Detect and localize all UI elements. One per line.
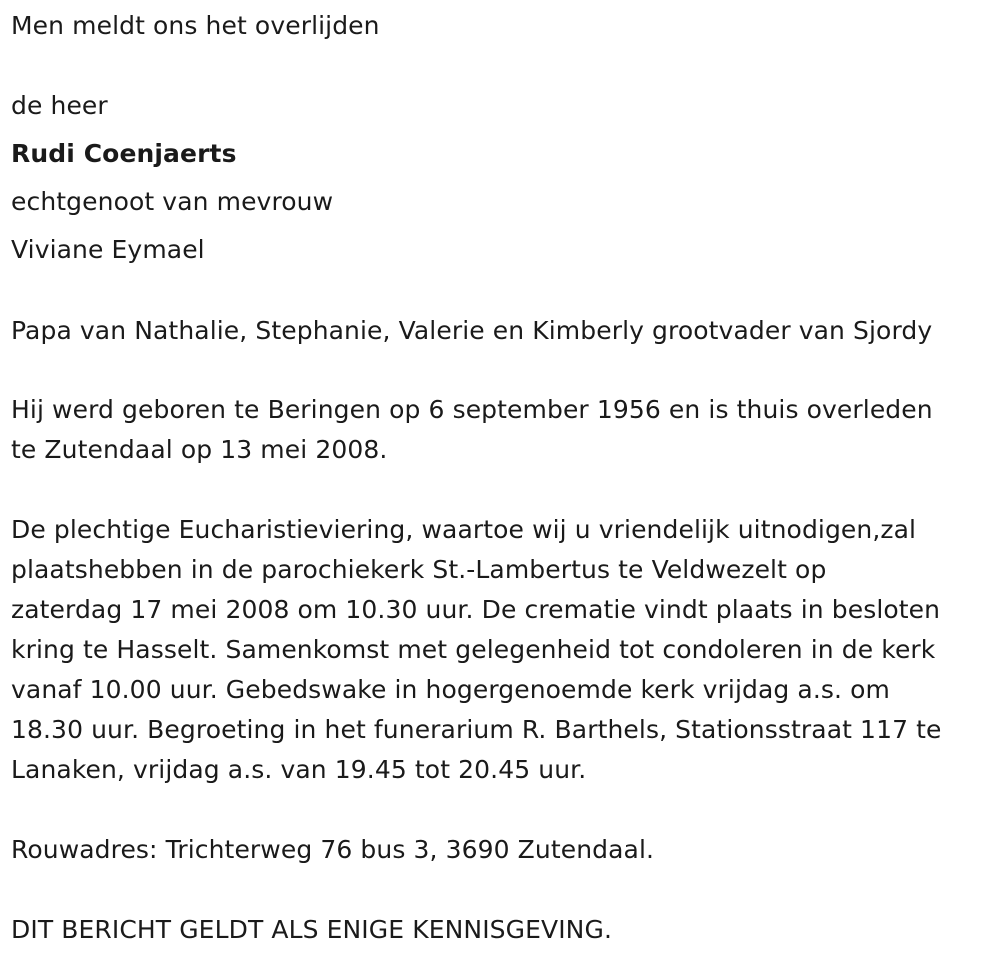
mourning-address: Rouwadres: Trichterweg 76 bus 3, 3690 Zutendaal. [11, 835, 655, 864]
family-text: Papa van Nathalie, Stephanie, Valerie en Kimberly grootvader van Sjordy [11, 316, 933, 345]
ceremony-line: zaterdag 17 mei 2008 om 10.30 uur. De crematie vindt plaats in besloten [11, 595, 941, 624]
ceremony-line: De plechtige Eucharistieviering, waartoe wij u vriendelijk uitnodigen,zal [11, 515, 917, 544]
ceremony-line: kring te Hasselt. Samenkomst met gelegenheid tot condoleren in de kerk [11, 635, 936, 664]
ceremony-line: 18.30 uur. Begroeting in het funerarium R. Barthels, Stationsstraat 117 te [11, 715, 942, 744]
birth-death-line: Hij werd geboren te Beringen op 6 september 1956 en is thuis overleden [11, 395, 933, 424]
spouse-label: echtgenoot van mevrouw [11, 187, 334, 216]
ceremony-line: vanaf 10.00 uur. Gebedswake in hogergenoemde kerk vrijdag a.s. om [11, 675, 890, 704]
closing-statement: DIT BERICHT GELDT ALS ENIGE KENNISGEVING. [11, 915, 612, 944]
intro-text: Men meldt ons het overlijden [11, 11, 380, 40]
ceremony-line: plaatshebben in de parochiekerk St.-Lambertus te Veldwezelt op [11, 555, 827, 584]
deceased-name: Rudi Coenjaerts [11, 139, 237, 168]
honorific: de heer [11, 91, 108, 120]
birth-death-line: te Zutendaal op 13 mei 2008. [11, 435, 388, 464]
ceremony-line: Lanaken, vrijdag a.s. van 19.45 tot 20.45 uur. [11, 755, 587, 784]
spouse-name: Viviane Eymael [11, 235, 205, 264]
